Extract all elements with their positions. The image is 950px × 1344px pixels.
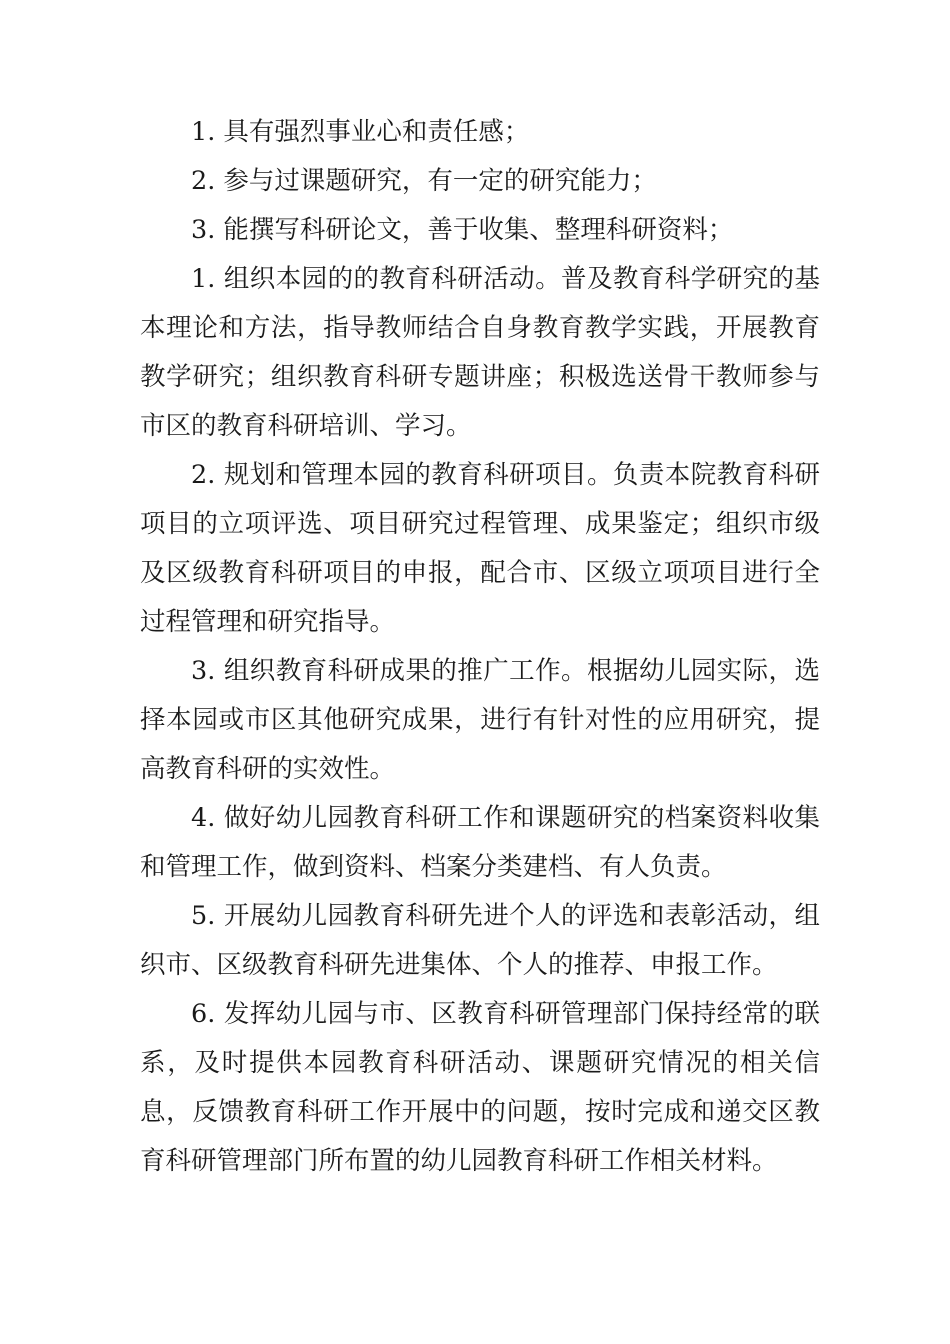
duty-item-5: 5. 开展幼儿园教育科研先进个人的评选和表彰活动，组织市、区级教育科研先进集体、个人的推荐、申报工作。 [140,901,820,980]
duty-item-2: 2. 规划和管理本园的教育科研项目。负责本院教育科研项目的立项评选、项目研究过程管理、成果鉴定；组织市级及区级教育科研项目的申报，配合市、区级立项项目进行全过程管理和研究指导。 [140,460,820,637]
duty-item-3: 3. 组织教育科研成果的推广工作。根据幼儿园实际，选择本园或市区其他研究成果，进行有针对性的应用研究，提高教育科研的实效性。 [140,656,820,784]
requirement-item-1: 1. 具有强烈事业心和责任感； [191,117,530,147]
duty-item-1: 1. 组织本园的的教育科研活动。普及教育科学研究的基本理论和方法，指导教师结合自身教育教学实践，开展教育教学研究；组织教育科研专题讲座；积极选送骨干教师参与市区的教育科研培训、学习。 [140,264,820,441]
requirement-item-3: 3. 能撰写科研论文，善于收集、整理科研资料； [191,215,734,245]
duty-item-6: 6. 发挥幼儿园与市、区教育科研管理部门保持经常的联系，及时提供本园教育科研活动、课题研究情况的相关信息，反馈教育科研工作开展中的问题，按时完成和递交区教育科研管理部门所布置的幼儿园教育科研工作相关材料。 [140,999,820,1176]
document-body [140,108,820,1186]
duty-item-4: 4. 做好幼儿园教育科研工作和课题研究的档案资料收集和管理工作，做到资料、档案分类建档、有人负责。 [140,803,820,882]
requirement-item-2: 2. 参与过课题研究，有一定的研究能力； [191,166,657,196]
